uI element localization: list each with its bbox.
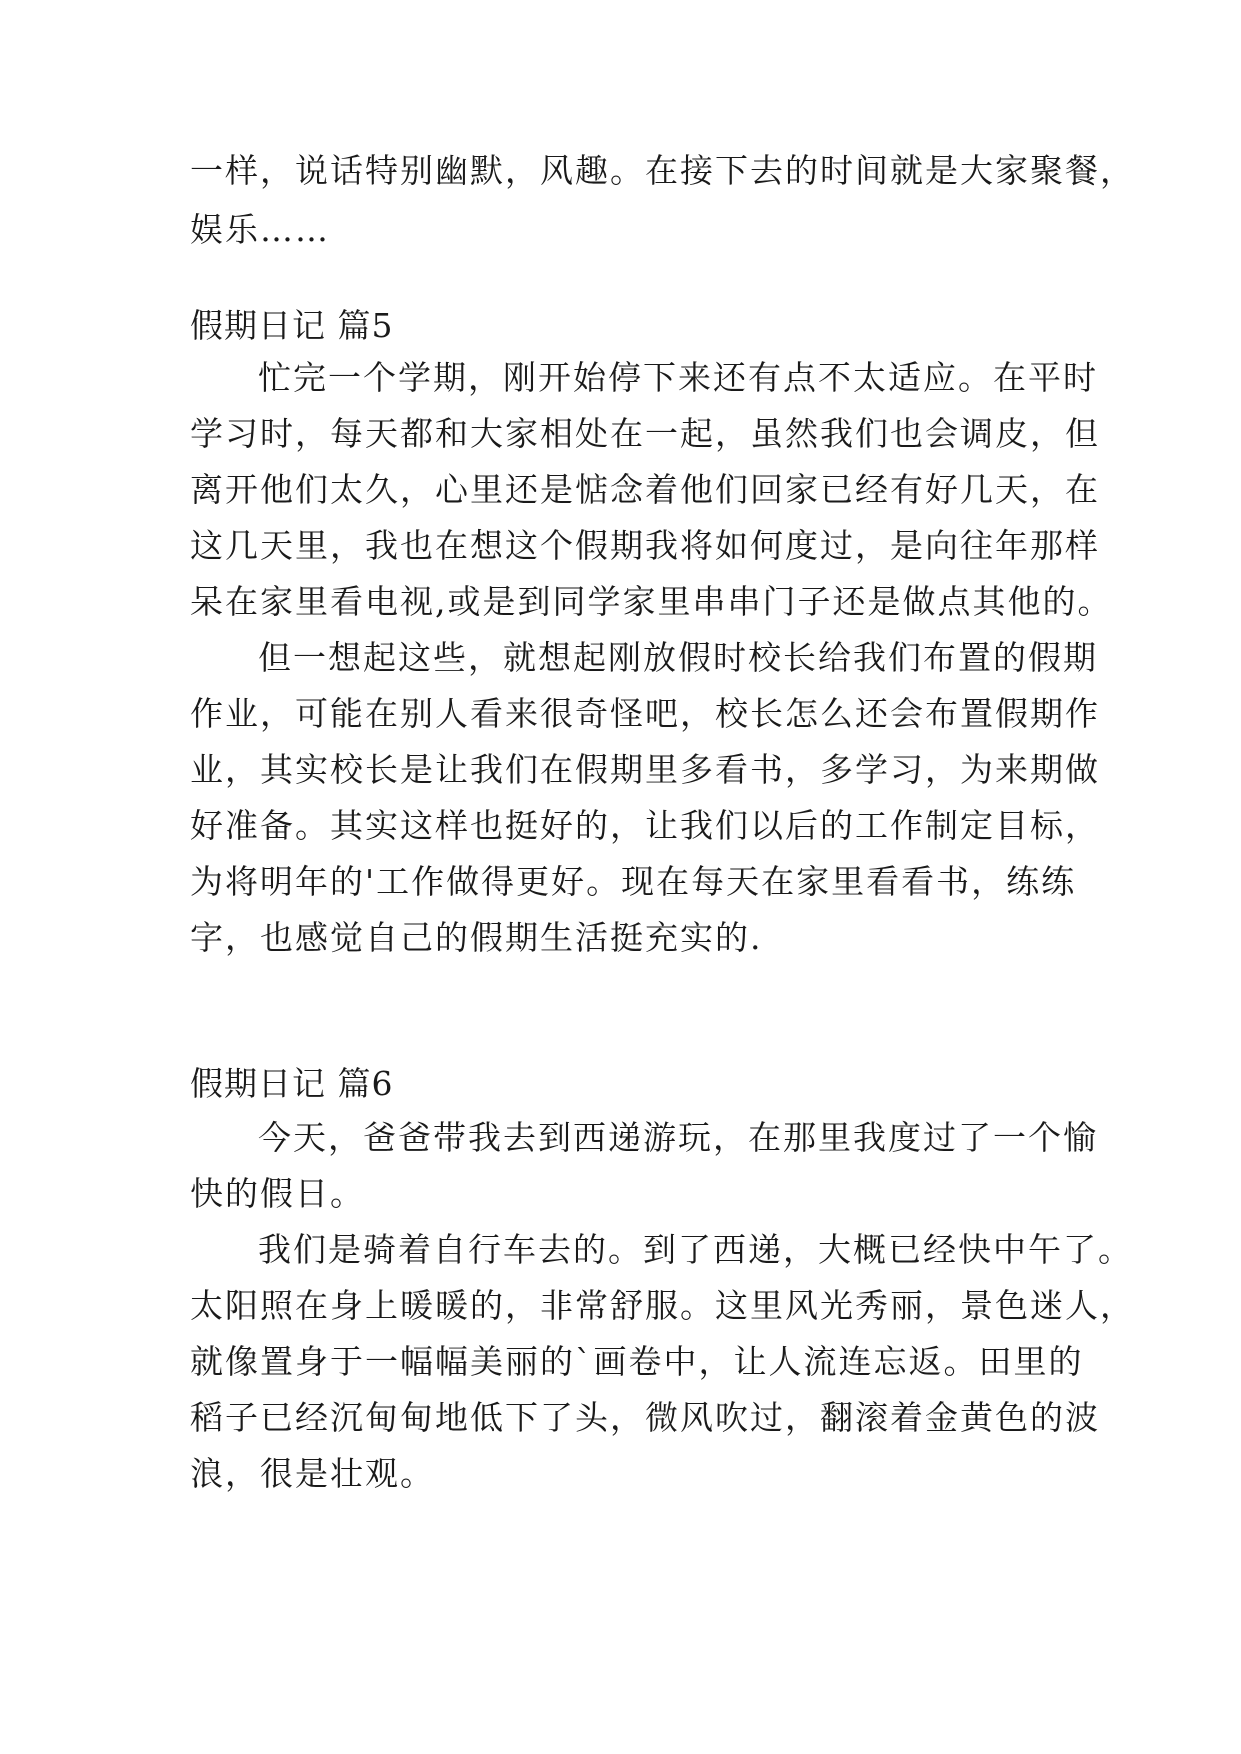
entry5-p1-line-1: 忙完一个学期，刚开始停下来还有点不太适应。在平时 [258,358,1098,397]
entry6-p2-line-2: 太阳照在身上暖暖的，非常舒服。这里风光秀丽，景色迷人， [190,1286,1135,1325]
entry6-p1-line-2: 快的假日。 [190,1174,365,1213]
continuation-line-2: 娱乐…… [190,210,330,249]
entry5-p2-line-2: 作业，可能在别人看来很奇怪吧，校长怎么还会布置假期作 [190,694,1100,733]
entry5-p2-line-4: 好准备。其实这样也挺好的，让我们以后的工作制定目标， [190,806,1100,845]
entry5-p2-line-5: 为将明年的'工作做得更好。现在每天在家里看看书，练练 [190,862,1077,901]
entry6-p2-line-1: 我们是骑着自行车去的。到了西递，大概已经快中午了。 [258,1230,1133,1269]
entry5-p1-line-2: 学习时，每天都和大家相处在一起，虽然我们也会调皮，但 [190,414,1100,453]
entry6-p1-line-1: 今天，爸爸带我去到西递游玩，在那里我度过了一个愉 [258,1118,1098,1157]
entry5-p1-line-3: 离开他们太久，心里还是惦念着他们回家已经有好几天，在 [190,470,1100,509]
entry5-title: 假期日记 篇5 [190,306,394,345]
entry6-title: 假期日记 篇6 [190,1064,394,1103]
entry5-p1-line-4: 这几天里，我也在想这个假期我将如何度过，是向往年那样 [190,526,1100,565]
entry6-p2-line-5: 浪，很是壮观。 [190,1454,435,1493]
entry5-p1-line-5: 呆在家里看电视,或是到同学家里串串门子还是做点其他的。 [190,582,1113,621]
entry5-p2-line-6: 字，也感觉自己的假期生活挺充实的. [190,918,763,957]
entry5-p2-line-1: 但一想起这些，就想起刚放假时校长给我们布置的假期 [258,638,1098,677]
entry6-p2-line-4: 稻子已经沉甸甸地低下了头，微风吹过，翻滚着金黄色的波 [190,1398,1100,1437]
continuation-line-1: 一样，说话特别幽默，风趣。在接下去的时间就是大家聚餐， [190,151,1135,190]
entry5-p2-line-3: 业，其实校长是让我们在假期里多看书，多学习，为来期做 [190,750,1100,789]
entry6-p2-line-3: 就像置身于一幅幅美丽的`画卷中，让人流连忘返。田里的 [190,1342,1084,1381]
